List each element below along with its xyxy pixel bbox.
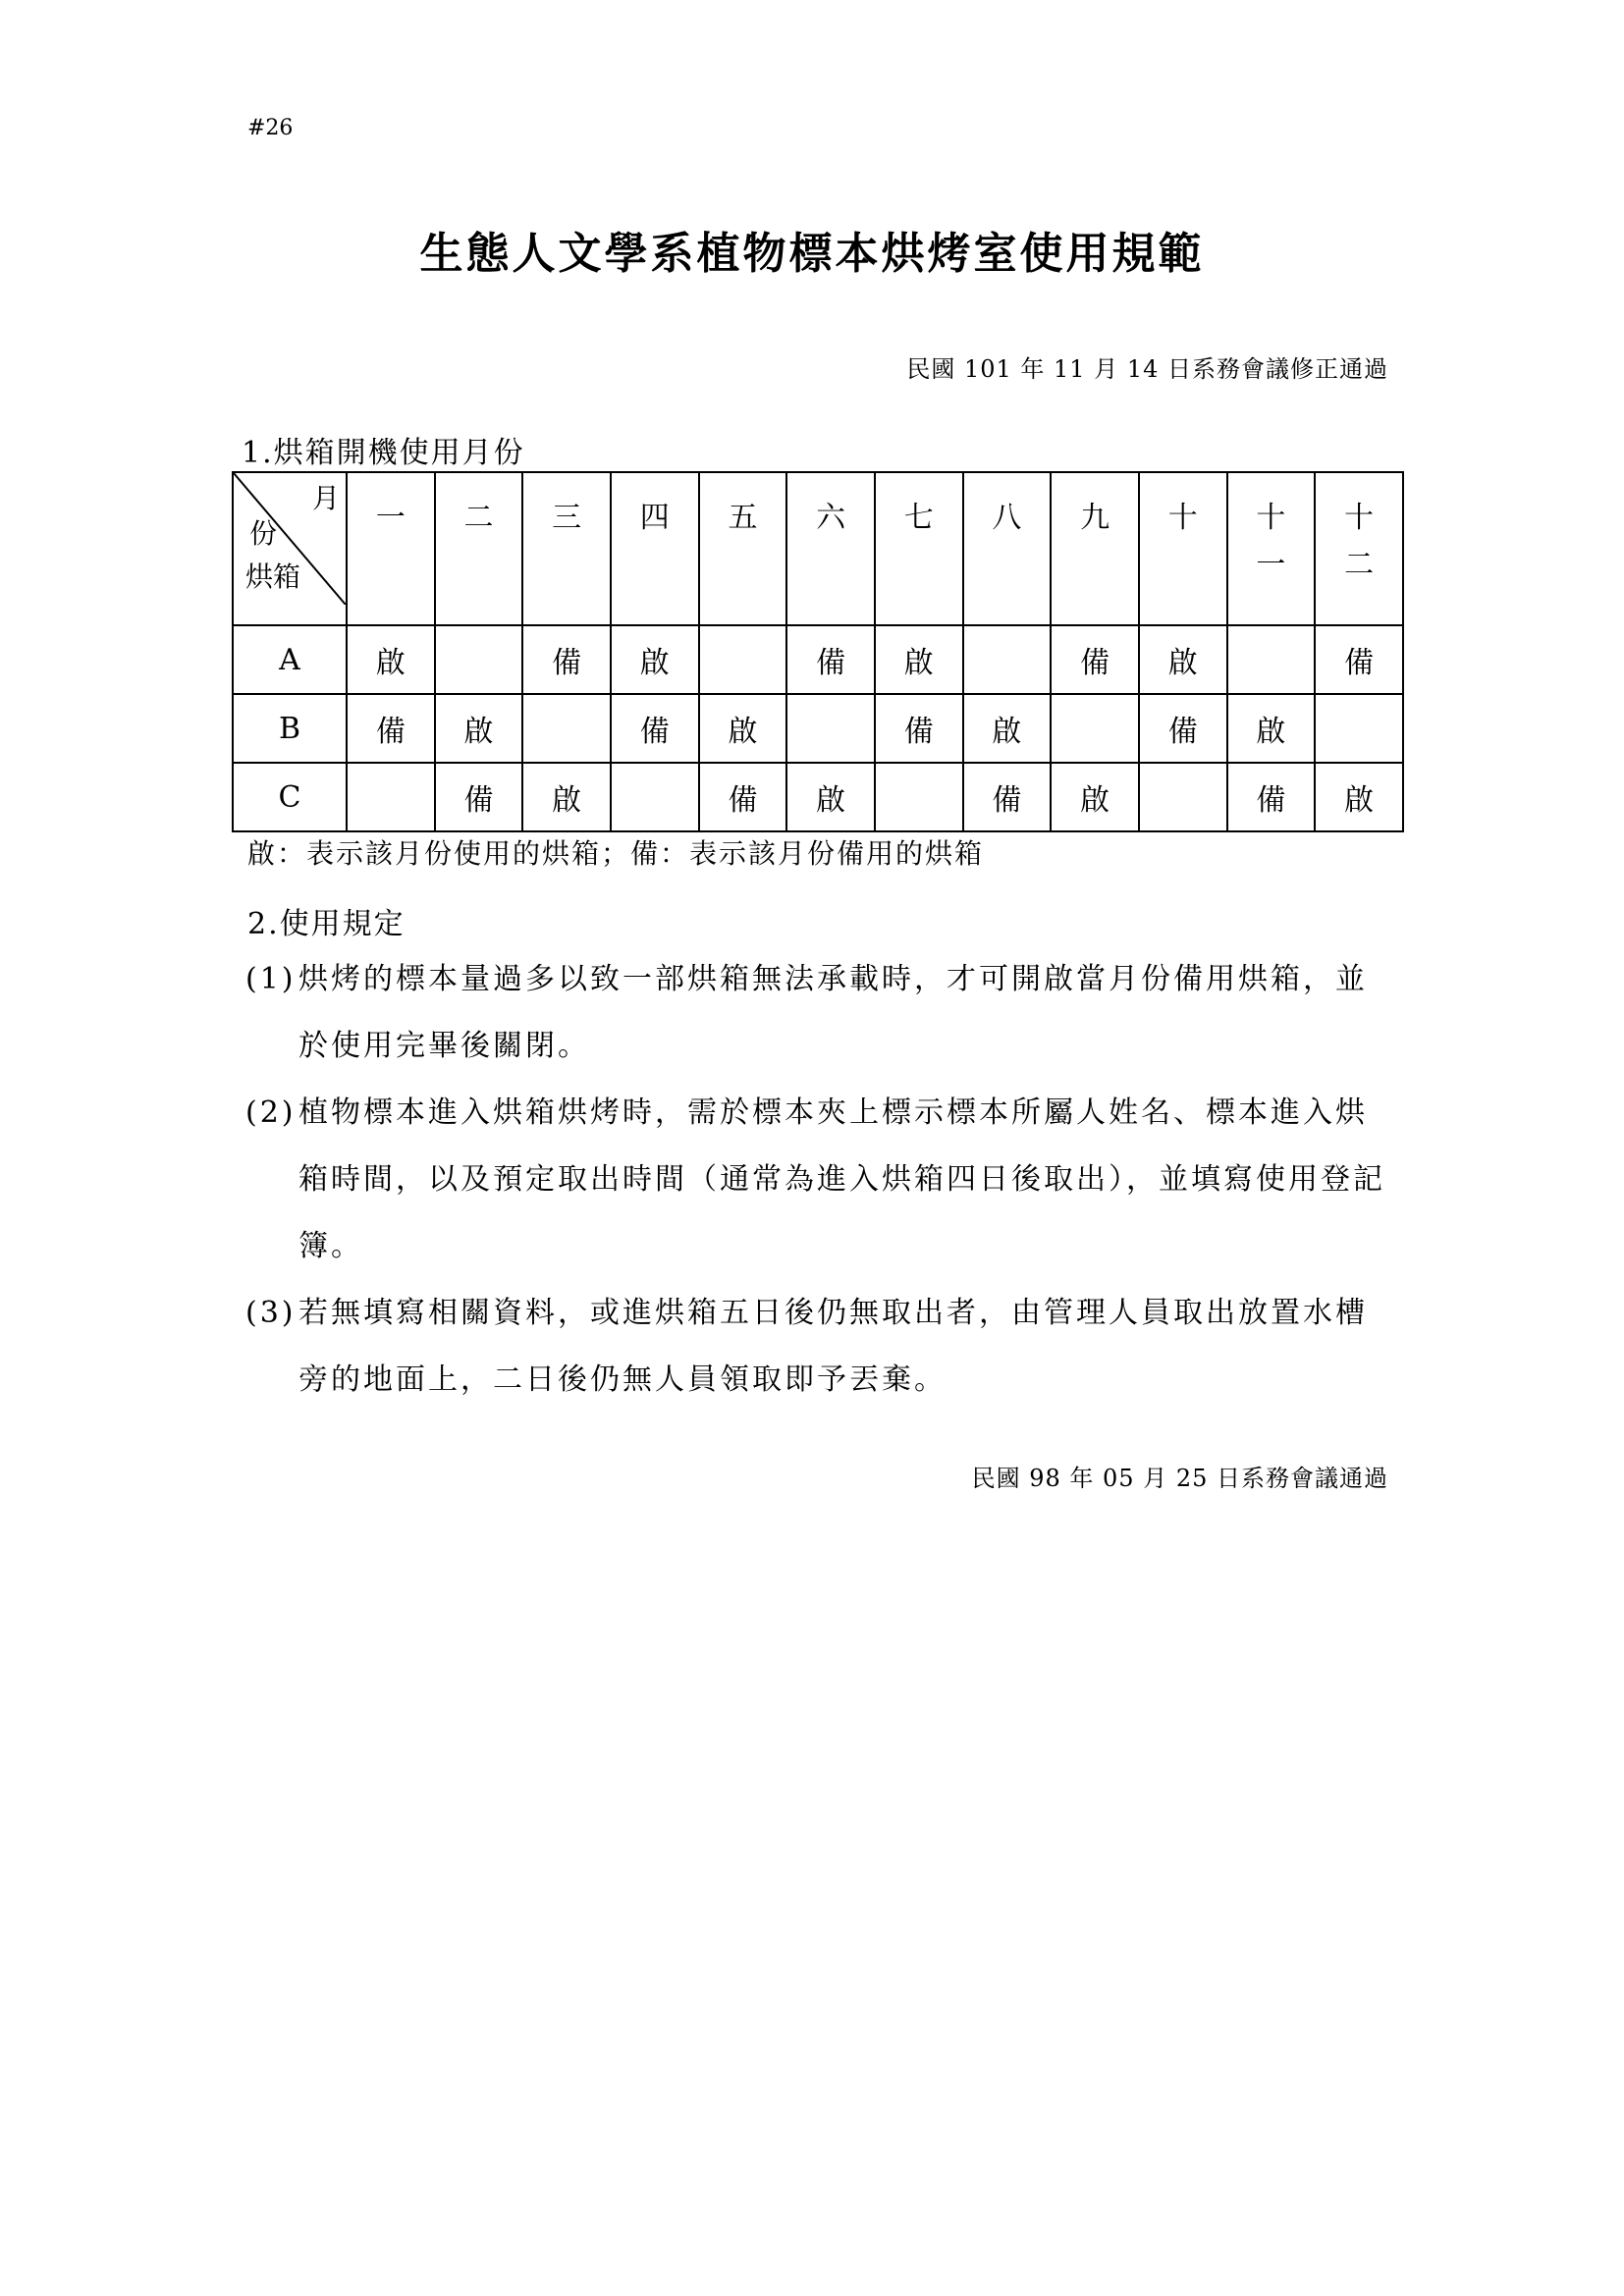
rule-line xyxy=(245,1280,1404,1347)
schedule-cell: 備 xyxy=(522,625,611,694)
section-2-heading: 2.使用規定 xyxy=(247,907,406,941)
schedule-cell: 備 xyxy=(347,694,435,763)
schedule-cell: 啟 xyxy=(875,625,963,694)
schedule-cell: 啟 xyxy=(1051,763,1139,831)
rule-number: (2) xyxy=(245,1095,297,1130)
schedule-cell: 備 xyxy=(435,763,523,831)
rule-continuation: 旁的地面上，二日後仍無人員領取即予丟棄。 xyxy=(298,1362,947,1397)
corner-fen-label: 份 xyxy=(249,517,278,550)
amendment-note: 民國 101 年 11 月 14 日系務會議修正通過 xyxy=(906,355,1388,383)
oven-label: C xyxy=(233,763,347,831)
page-number: #26 xyxy=(247,116,294,140)
schedule-cell: 備 xyxy=(1139,694,1227,763)
oven-label: B xyxy=(233,694,347,763)
schedule-cell xyxy=(1139,763,1227,831)
rule-item-1 xyxy=(245,946,1404,1080)
corner-oven-label: 烘箱 xyxy=(245,561,301,593)
schedule-cell: 備 xyxy=(963,763,1052,831)
schedule-cell xyxy=(875,763,963,831)
table-legend: 啟：表示該月份使用的烘箱；備：表示該月份備用的烘箱 xyxy=(247,837,985,870)
schedule-cell xyxy=(435,625,523,694)
corner-month-label: 月 xyxy=(311,482,340,514)
oven-label: A xyxy=(233,625,347,694)
schedule-cell: 啟 xyxy=(786,763,875,831)
schedule-cell: 備 xyxy=(875,694,963,763)
rule-continuation: 簿。 xyxy=(298,1229,363,1263)
rule-line xyxy=(245,1080,1404,1147)
rule-text: 烘烤的標本量過多以致一部烘箱無法承載時，才可開啟當月份備用烘箱，並 xyxy=(298,962,1368,996)
schedule-cell: 備 xyxy=(786,625,875,694)
table-header-row xyxy=(233,472,1403,625)
approval-note: 民國 98 年 05 月 25 日系務會議通過 xyxy=(971,1465,1388,1492)
section-1-heading: 1.烘箱開機使用月份 xyxy=(242,436,525,470)
rule-item-2 xyxy=(245,1080,1404,1280)
rule-number: (3) xyxy=(245,1296,297,1330)
month-header: 十 二 xyxy=(1315,472,1403,625)
month-header: 五 xyxy=(699,472,787,625)
month-header: 六 xyxy=(786,472,875,625)
rule-number: (1) xyxy=(245,962,297,996)
month-header: 二 xyxy=(435,472,523,625)
schedule-cell: 啟 xyxy=(1139,625,1227,694)
month-header: 四 xyxy=(611,472,699,625)
table-corner-cell xyxy=(233,472,347,625)
schedule-cell xyxy=(699,625,787,694)
schedule-cell xyxy=(347,763,435,831)
rule-text: 植物標本進入烘箱烘烤時，需於標本夾上標示標本所屬人姓名、標本進入烘 xyxy=(298,1095,1368,1130)
rule-continuation: 於使用完畢後關閉。 xyxy=(298,1029,590,1063)
table-row-oven-c xyxy=(233,763,1403,831)
schedule-cell: 啟 xyxy=(1315,763,1403,831)
rule-text: 若無填寫相關資料，或進烘箱五日後仍無取出者，由管理人員取出放置水槽 xyxy=(298,1296,1368,1330)
schedule-cell: 備 xyxy=(1227,763,1316,831)
oven-schedule-table xyxy=(232,471,1404,832)
month-header: 七 xyxy=(875,472,963,625)
schedule-cell: 備 xyxy=(1315,625,1403,694)
schedule-cell xyxy=(1315,694,1403,763)
schedule-cell xyxy=(786,694,875,763)
schedule-cell xyxy=(611,763,699,831)
schedule-cell: 備 xyxy=(611,694,699,763)
table-row-oven-a xyxy=(233,625,1403,694)
schedule-cell: 啟 xyxy=(699,694,787,763)
table-row-oven-b xyxy=(233,694,1403,763)
month-header: 三 xyxy=(522,472,611,625)
schedule-cell: 備 xyxy=(1051,625,1139,694)
month-header: 十 一 xyxy=(1227,472,1316,625)
month-header: 九 xyxy=(1051,472,1139,625)
rule-continuation: 箱時間，以及預定取出時間（通常為進入烘箱四日後取出），並填寫使用登記 xyxy=(298,1162,1385,1197)
document-title: 生態人文學系植物標本烘烤室使用規範 xyxy=(419,229,1205,279)
schedule-cell: 啟 xyxy=(347,625,435,694)
schedule-cell xyxy=(1051,694,1139,763)
schedule-cell xyxy=(963,625,1052,694)
schedule-cell: 啟 xyxy=(963,694,1052,763)
month-header: 十 xyxy=(1139,472,1227,625)
schedule-cell: 啟 xyxy=(611,625,699,694)
schedule-cell xyxy=(522,694,611,763)
schedule-cell xyxy=(1227,625,1316,694)
rule-line xyxy=(245,946,1404,1013)
schedule-cell: 啟 xyxy=(522,763,611,831)
schedule-cell: 啟 xyxy=(1227,694,1316,763)
month-header: 一 xyxy=(347,472,435,625)
month-header: 八 xyxy=(963,472,1052,625)
schedule-cell: 備 xyxy=(699,763,787,831)
rule-item-3 xyxy=(245,1280,1404,1414)
schedule-cell: 啟 xyxy=(435,694,523,763)
